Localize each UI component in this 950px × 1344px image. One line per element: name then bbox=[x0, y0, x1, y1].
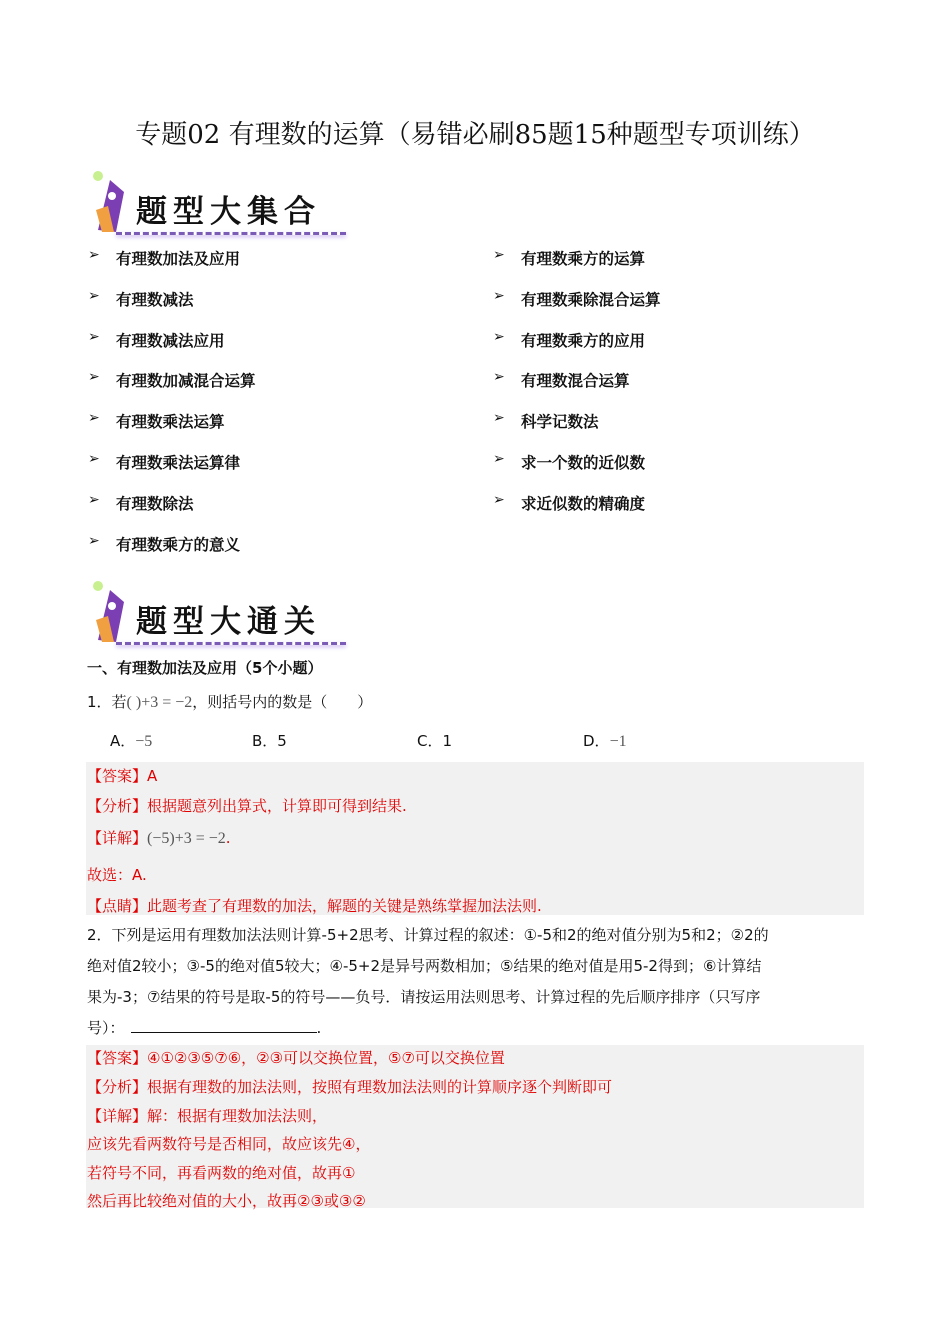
topic-label: 科学记数法 bbox=[521, 413, 599, 432]
solution-box-2 bbox=[86, 1045, 864, 1208]
q1-suffix: ，则括号内的数是（ ） bbox=[192, 693, 373, 711]
arrow-bullet-icon: ➢ bbox=[88, 410, 100, 427]
banner-dash-line bbox=[116, 642, 346, 645]
answer-blank[interactable] bbox=[131, 1014, 317, 1033]
topic-label: 有理数乘除混合运算 bbox=[521, 290, 661, 309]
solution-box-1 bbox=[86, 762, 864, 915]
option-c bbox=[417, 726, 452, 756]
option-value: 5 bbox=[277, 732, 287, 750]
q1-math: ( )+3 = −2 bbox=[126, 694, 193, 711]
option-label: C． bbox=[417, 732, 443, 750]
option-a bbox=[110, 726, 152, 757]
arrow-bullet-icon: ➢ bbox=[493, 491, 505, 508]
page-title: 专题02 有理数的运算（易错必刷85题15种题型专项训练） bbox=[135, 120, 815, 150]
topic-label: 有理数乘法运算律 bbox=[116, 454, 241, 472]
option-d bbox=[583, 726, 627, 757]
q1-prefix: 1．若 bbox=[87, 693, 127, 711]
analysis-line: 【分析】根据有理数的加法法则，按照有理数加法法则的计算顺序逐个判断即可 bbox=[87, 1078, 613, 1096]
banner-topic-practice bbox=[86, 576, 351, 654]
banner-dash-line bbox=[116, 232, 346, 235]
topic-label: 求一个数的近似数 bbox=[521, 454, 646, 472]
detail-line: 若符号不同，再看两数的绝对值，故再① bbox=[87, 1164, 356, 1182]
topic-label: 有理数减法 bbox=[116, 290, 194, 309]
option-label: A． bbox=[110, 732, 136, 750]
topic-label: 有理数乘法运算 bbox=[116, 413, 225, 432]
option-label: D． bbox=[583, 732, 610, 750]
topic-label: 有理数混合运算 bbox=[521, 372, 630, 391]
topic-label: 有理数乘方的运算 bbox=[521, 250, 646, 268]
q2-line: 果为-3；⑦结果的符号是取-5的符号——负号．请按运用法则思考、计算过程的先后顺序排序（只写序 bbox=[87, 988, 761, 1006]
q2-line: 绝对值2较小；③-5的绝对值5较大；④-5+2是异号两数相加；⑤结果的绝对值是用5-2得到；⑥计算结 bbox=[87, 957, 762, 975]
option-value: −1 bbox=[609, 733, 627, 750]
question-2 bbox=[87, 920, 769, 1044]
answer-line: 【答案】④①②③⑤⑦⑥，②③可以交换位置，⑤⑦可以交换位置 bbox=[87, 1049, 505, 1067]
arrow-bullet-icon: ➢ bbox=[88, 287, 100, 304]
topic-label: 有理数加法及应用 bbox=[116, 250, 241, 268]
detail-line: 【详解】解：根据有理数加法法则， bbox=[87, 1107, 328, 1125]
arrow-bullet-icon: ➢ bbox=[493, 247, 505, 263]
option-label: B． bbox=[252, 732, 278, 750]
topic-label: 有理数除法 bbox=[116, 494, 194, 513]
arrow-bullet-icon: ➢ bbox=[493, 328, 505, 345]
arrow-bullet-icon: ➢ bbox=[88, 369, 100, 386]
topic-label: 求近似数的精确度 bbox=[521, 494, 646, 513]
banner-title: 题型大通关 bbox=[136, 604, 321, 640]
detail-line: 然后再比较绝对值的大小，故再②③或③② bbox=[87, 1192, 366, 1210]
q2-line: 2．下列是运用有理数加法法则计算-5+2思考、计算过程的叙述：①-5和2的绝对值分别为5和2；②2的 bbox=[87, 926, 769, 944]
arrow-bullet-icon: ➢ bbox=[88, 491, 100, 508]
arrow-bullet-icon: ➢ bbox=[493, 369, 505, 386]
arrow-bullet-icon: ➢ bbox=[493, 410, 505, 427]
option-value: −5 bbox=[135, 733, 153, 750]
topic-label: 有理数乘方的意义 bbox=[116, 535, 241, 554]
arrow-bullet-icon: ➢ bbox=[493, 451, 505, 467]
comment-line: 【点睛】此题考查了有理数的加法，解题的关键是熟练掌握加法法则. bbox=[87, 897, 542, 915]
analysis-line: 【分析】根据题意列出算式，计算即可得到结果. bbox=[87, 797, 407, 815]
question-1 bbox=[87, 687, 372, 718]
arrow-bullet-icon: ➢ bbox=[88, 532, 100, 549]
q2-line: 号）： . bbox=[87, 1013, 769, 1044]
arrow-bullet-icon: ➢ bbox=[493, 287, 505, 304]
topic-label: 有理数加减混合运算 bbox=[116, 372, 256, 391]
banner-topic-collection bbox=[86, 166, 351, 244]
choice-line: 故选：A. bbox=[87, 866, 147, 884]
detail-line: 应该先看两数符号是否相同，故应该先④， bbox=[87, 1135, 371, 1153]
arrow-bullet-icon: ➢ bbox=[88, 247, 100, 263]
topic-label: 有理数减法应用 bbox=[116, 331, 225, 350]
wizard-icon bbox=[90, 580, 130, 642]
answer-line: 【答案】A bbox=[87, 767, 158, 785]
arrow-bullet-icon: ➢ bbox=[88, 328, 100, 345]
option-b bbox=[252, 726, 287, 756]
detail-line: 【详解】(−5)+3 = −2. bbox=[87, 829, 231, 847]
option-value: 1 bbox=[442, 732, 453, 750]
wizard-icon bbox=[90, 170, 130, 232]
section-heading: 一、有理数加法及应用（5个小题） bbox=[87, 659, 323, 677]
arrow-bullet-icon: ➢ bbox=[88, 451, 100, 467]
topic-label: 有理数乘方的应用 bbox=[521, 331, 646, 350]
banner-title: 题型大集合 bbox=[136, 194, 321, 230]
